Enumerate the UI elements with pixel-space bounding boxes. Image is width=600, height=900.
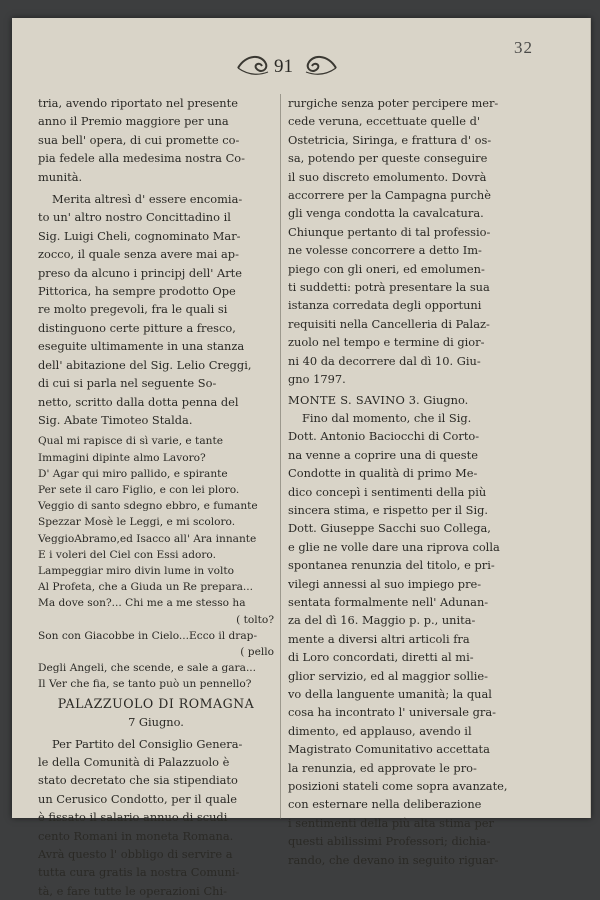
text-line: con esternare nella deliberazione [288,797,482,812]
sonnet [38,433,274,692]
text-line: piego con gli oneri, ed emolumen- [288,261,485,276]
poem-line: Il Ver che fia, se tanto può un pennello? [38,678,252,691]
left-paragraph-2 [38,190,274,429]
text-line: è fissato il salario annuo di scudi [38,810,228,825]
text-line: distinguono certe pitture a fresco, [38,320,236,335]
text-line: re molto pregevoli, fra le quali si [38,302,228,317]
page-number: 91 [274,56,293,77]
text-line: rurgiche senza poter percipere mer- [288,96,499,110]
newspaper-page [12,18,591,898]
poem-line: Veggio di santo sdegno ebbro, e fumante [38,500,258,513]
dateline-title: MONTE S. SAVINO [288,392,406,407]
text-line: tutta cura gratis la nostra Comuni- [38,865,240,880]
text-line: cento Romani in moneta Romana. [38,828,234,843]
text-line: requisiti nella Cancelleria di Palaz- [288,316,490,331]
text-line: di cui si parla nel seguente So- [38,376,217,391]
folio-number: 32 [514,38,533,57]
text-line: vilegi annessi al suo impiego pre- [288,576,482,591]
text-line: sentata formalmente nell' Adunan- [288,594,489,609]
text-line: ni 40 da decorrere dal dì 10. Giu- [288,353,481,368]
text-line: di Loro concordati, diretti al mi- [288,650,474,665]
text-line: tà, e fare tutte le operazioni Chi- [38,883,227,898]
text-line: sa, potendo per queste conseguire [288,151,488,166]
poem-line: Spezzar Mosè le Leggi, e mi scoloro. [38,516,236,529]
text-line: gli venga condotta la cavalcatura. [288,206,484,221]
text-line: ti suddetti: potrà presentare la sua [288,280,490,295]
text-line: to un' altro nostro Concittadino il [38,210,231,225]
text-line: rando, che devano in seguito riguar- [288,852,499,867]
poem-line: E i voleri del Ciel con Essi adoro. [38,548,216,561]
text-line: Dott. Antonio Baciocchi di Corto- [288,429,480,444]
dateline [288,391,522,409]
poem-line-break: ( tolto? [236,613,274,626]
text-line: posizioni stateli come sopra avanzate, [288,779,508,794]
text-line: mente a diversi altri articoli fra [288,631,470,646]
text-line: Pittorica, ha sempre prodotto Ope [38,284,236,299]
text-line: istanza corredata degli opportuni [288,298,482,313]
text-line: ne volesse concorrere a detto Im- [288,243,482,258]
text-line: gno 1797. [288,372,346,387]
text-line: dimento, ed applauso, avendo il [288,723,472,738]
text-line: Ostetricia, Siringa, e frattura d' os- [288,132,492,147]
poem-line: Immagini dipinte almo Lavoro? [38,451,206,464]
text-line: anno il Premio maggiore per una [38,114,229,129]
text-line: il suo discreto emolumento. Dovrà [288,169,487,184]
text-line: Sig. Luigi Cheli, cognominato Mar- [38,228,241,243]
text-line: dell' abitazione del Sig. Lelio Creggi, [38,357,252,372]
text-line: tria, avendo riportato nel presente [38,96,238,110]
poem-line-break: ( pello [240,645,274,658]
poem-line: Degli Angeli, che scende, e sale a gara... [38,662,257,675]
text-line: Avrà questo l' obbligo di servire a [38,847,233,861]
text-line: munità. [38,169,83,184]
text-line: accorrere per la Campagna purchè [288,188,491,203]
text-line: questi abilissimi Professori; dichia- [288,834,491,849]
left-paragraph-3 [38,735,274,900]
text-line: dico concepì i sentimenti della più [288,484,487,499]
poem-line: VeggioAbramo,ed Isacco all' Ara innante [38,532,257,545]
text-line: stato decretato che sia stipendiato [38,773,238,788]
text-line: netto, scritto dalla dotta penna del [38,394,239,409]
text-line: Condotte in qualità di primo Me- [288,466,478,481]
text-line: Per Partito del Consiglio Genera- [52,736,243,751]
poem-line: Al Profeta, che a Giuda un Re prepara... [38,581,254,594]
right-column [288,94,522,869]
text-line: cosa ha incontrato l' universale gra- [288,705,497,720]
text-line: i sentimenti della più alta stima per [288,815,494,830]
text-line: za del dì 16. Maggio p. p., unita- [288,613,476,628]
text-line: sua bell' opera, di cui promette co- [38,132,240,147]
poem-line: Ma dove son?... Chi me a me stesso ha [38,597,246,610]
text-line: e glie ne volle dare una riprova colla [288,539,500,554]
poem-line: Lampeggiar miro divin lume in volto [38,564,234,577]
left-paragraph-1 [38,94,274,186]
text-line: pia fedele alla medesima nostra Co- [38,151,246,166]
text-line: glior servizio, ed al maggior sollie- [288,668,489,683]
right-paragraph-2 [288,409,522,869]
column-divider [280,94,281,819]
text-line: Fino dal momento, che il Sig. [302,410,472,425]
poem-line: Qual mi rapisce di sì varie, e tante [38,435,223,448]
dateline-date: 3. Giugno. [408,392,469,407]
text-line: preso da alcuno i principj dell' Arte [38,265,242,280]
text-line: Dott. Giuseppe Sacchi suo Collega, [288,521,491,536]
text-line: cede veruna, eccettuate quelle d' [288,114,481,129]
text-line: na venne a coprire una di queste [288,447,478,462]
text-line: la renunzia, ed approvate le pro- [288,760,477,775]
text-line: sincera stima, e rispetto per il Sig. [288,502,489,517]
poem-line: Son con Giacobbe in Cielo...Ecco il drap- [38,629,258,642]
text-line: Magistrato Comunitativo accettata [288,742,490,757]
text-line: vo della languente umanità; la qual [288,687,492,701]
text-line: Sig. Abate Timoteo Stalda. [38,412,193,427]
text-line: Merita altresì d' essere encomia- [52,192,243,207]
right-paragraph-1 [288,94,522,389]
section-date: 7 Giugno. [128,714,184,729]
poem-line: D' Agar qui miro pallido, e spirante [38,467,228,480]
text-line: zocco, il quale senza avere mai ap- [38,247,239,262]
poem-line: Per sete il caro Figlio, e con lei ploro. [38,483,240,496]
section-heading: PALAZZUOLO DI ROMAGNA [57,695,255,711]
text-line: Chiunque pertanto di tal professio- [288,224,491,239]
text-line: spontanea renunzia del titolo, e pri- [288,558,495,573]
text-line: un Cerusico Condotto, per il quale [38,791,237,806]
text-line: eseguite ultimamente in una stanza [38,339,245,354]
text-line: zuolo nel tempo e termine di gior- [288,335,485,350]
text-line: le della Comunità di Palazzuolo è [38,754,230,769]
left-column [38,94,274,900]
